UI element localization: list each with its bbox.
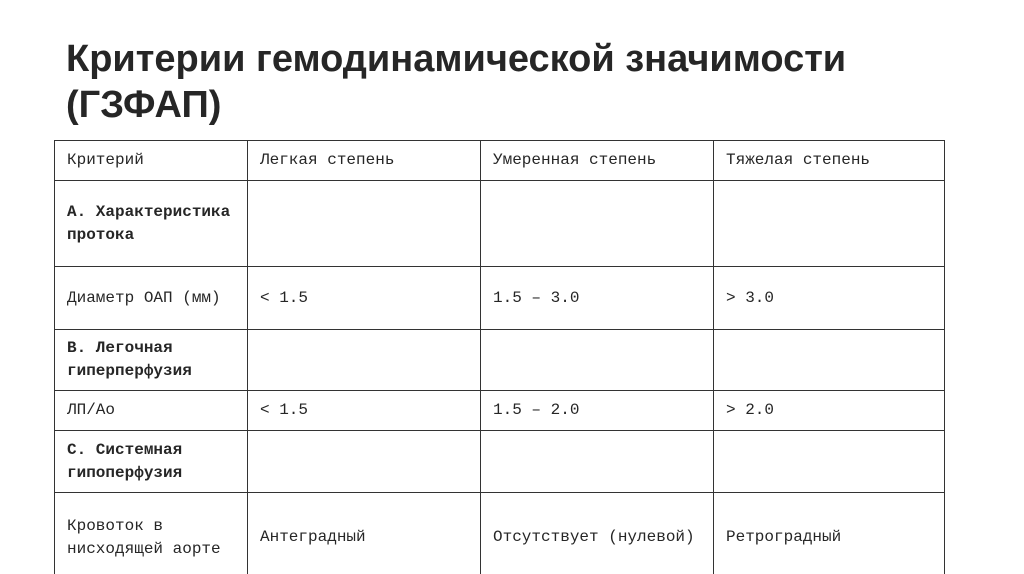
diameter-label: Диаметр ОАП (мм)	[55, 267, 248, 330]
section-b-label: В. Легочная гиперперфузия	[55, 330, 248, 391]
lp-ao-mild: < 1.5	[248, 391, 481, 431]
empty-cell	[714, 431, 945, 493]
blood-flow-mild: Антеградный	[248, 493, 481, 574]
diameter-moderate: 1.5 – 3.0	[481, 267, 714, 330]
lp-ao-severe: > 2.0	[714, 391, 945, 431]
table-row-section-b	[55, 330, 945, 391]
header-mild: Легкая степень	[248, 141, 481, 181]
header-criterion: Критерий	[55, 141, 248, 181]
table-row-blood-flow	[55, 493, 945, 574]
empty-cell	[481, 181, 714, 267]
blood-flow-label: Кровоток в нисходящей аорте	[55, 493, 248, 574]
section-a-label: А. Характеристика протока	[55, 181, 248, 267]
table-row-section-a	[55, 181, 945, 267]
table-row-diameter	[55, 267, 945, 330]
diameter-mild: < 1.5	[248, 267, 481, 330]
blood-flow-severe: Ретроградный	[714, 493, 945, 574]
header-moderate: Умеренная степень	[481, 141, 714, 181]
empty-cell	[248, 431, 481, 493]
lp-ao-label: ЛП/Ао	[55, 391, 248, 431]
criteria-table	[54, 140, 945, 574]
blood-flow-moderate: Отсутствует (нулевой)	[481, 493, 714, 574]
empty-cell	[714, 181, 945, 267]
empty-cell	[248, 181, 481, 267]
empty-cell	[481, 431, 714, 493]
section-c-label: С. Системная гипоперфузия	[55, 431, 248, 493]
header-severe: Тяжелая степень	[714, 141, 945, 181]
empty-cell	[481, 330, 714, 391]
lp-ao-moderate: 1.5 – 2.0	[481, 391, 714, 431]
slide-title: Критерии гемодинамической значимости (ГЗФАП)	[66, 38, 847, 126]
diameter-severe: > 3.0	[714, 267, 945, 330]
table-header-row	[55, 141, 945, 181]
table-row-section-c	[55, 431, 945, 493]
empty-cell	[714, 330, 945, 391]
table-row-lp-ao	[55, 391, 945, 431]
empty-cell	[248, 330, 481, 391]
